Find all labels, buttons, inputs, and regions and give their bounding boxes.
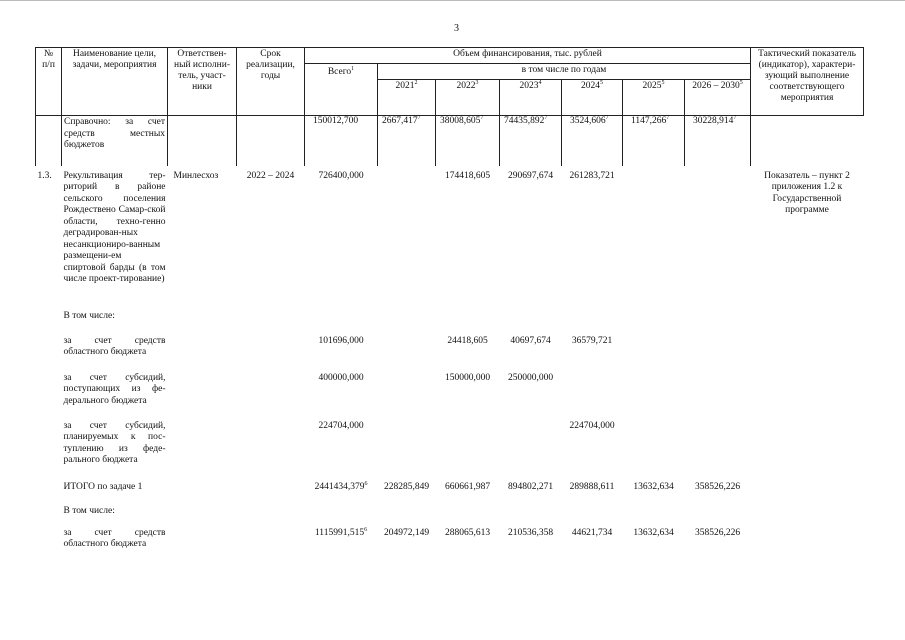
cell-2023: 210536,358 — [507, 527, 554, 538]
header-year-2023: 2023$^4$ — [500, 80, 562, 116]
header-number: № п/п — [36, 48, 62, 116]
header-year-2026-2030: 2026 – 2030$^5$ — [685, 80, 751, 116]
row-term: 2022 – 2024 — [246, 170, 295, 181]
cell-2021: 2667,417$^7$ — [378, 116, 436, 166]
table-row — [36, 311, 864, 336]
header-year-2024: 2024$^5$ — [562, 80, 623, 116]
cell-2022: 24418,605 — [447, 335, 488, 346]
cell-2023: 74435,892$^7$ — [500, 116, 562, 166]
cell-2024: 3524,606$^7$ — [562, 116, 623, 166]
table-row — [36, 116, 864, 166]
cell-total: 400000,000 — [318, 372, 364, 383]
row-number: 1.3. — [37, 170, 52, 181]
cell-2025: 13632,634 — [633, 527, 674, 538]
header-year-2021: 2021$^2$ — [378, 80, 436, 116]
financing-table — [35, 47, 864, 558]
cell-2023: 250000,000 — [507, 372, 554, 383]
cell-2023: 290697,674 — [507, 170, 554, 181]
cell-2024: 224704,000 — [569, 420, 615, 431]
cell-total: 726400,000 — [318, 170, 364, 181]
table-row — [36, 482, 864, 506]
cell-2024: 289888,611 — [569, 481, 615, 492]
header-year-2022: 2022$^3$ — [436, 80, 500, 116]
cell-2024: 36579,721 — [571, 335, 613, 346]
cell-total: 2441434,379$^6$ — [314, 480, 368, 492]
cell-2026-2030: 358526,226 — [694, 481, 741, 492]
cell-2025: 13632,634 — [633, 481, 674, 492]
row-name: Рекультивация тер-риторий в районе сельского поселения Рождествено Самар-ской области, техно-генно деградирован-ных несанкциониро-ванным размещени-ем спиртовой барды (в том числе проект-тирование) — [63, 170, 166, 284]
cell-2022: 174418,605 — [444, 170, 491, 181]
cell-total: 224704,000 — [318, 420, 364, 431]
table-row — [36, 373, 864, 421]
cell-2022: 38008,605$^7$ — [436, 116, 500, 166]
cell-total: 150012,700 — [305, 116, 378, 166]
top-edge-line — [0, 0, 905, 1]
row-name: ИТОГО по задаче 1 — [63, 481, 143, 492]
row-name: Справочно: за счет средств местных бюджетов — [62, 116, 168, 166]
row-indicator: Показатель – пункт 2 приложения 1.2 к Государственной программе — [764, 170, 850, 215]
cell-2022: 660661,987 — [444, 481, 491, 492]
cell-2022: 288065,613 — [444, 527, 491, 538]
cell-2023: 40697,674 — [510, 335, 551, 346]
row-name: за счет субсидий, поступающих из фе-дерального бюджета — [63, 372, 166, 406]
cell-2023: 894802,271 — [507, 481, 554, 492]
header-term: Срок реализации, годы — [237, 48, 305, 116]
header-financing: Объем финансирования, тыс. рублей — [305, 48, 751, 64]
table-row — [36, 336, 864, 373]
cell-2024: 261283,721 — [569, 170, 615, 181]
header-responsible: Ответствен- ный исполни- тель, участ- ники — [168, 48, 237, 116]
header-name: Наименование цели, задачи, мероприятия — [62, 48, 168, 116]
row-responsible: Минлесхоз — [173, 170, 219, 181]
row-name: за счет средств областного бюджета — [63, 527, 166, 549]
table-row — [36, 506, 864, 528]
table-row — [36, 166, 864, 311]
table-row — [36, 528, 864, 558]
cell-2024: 44621,734 — [571, 527, 613, 538]
cell-total: 1115991,515$^6$ — [314, 526, 368, 538]
cell-2025: 1147,266$^7$ — [623, 116, 685, 166]
row-name: В том числе: — [63, 310, 115, 321]
cell-2021: 228285,849 — [383, 481, 430, 492]
table-row — [36, 421, 864, 482]
row-name: В том числе: — [63, 505, 115, 516]
cell-2026-2030: 358526,226 — [694, 527, 741, 538]
page-number: 3 — [454, 23, 459, 34]
cell-2026-2030: 30228,914$^7$ — [685, 116, 751, 166]
cell-2021: 204972,149 — [383, 527, 430, 538]
header-indicator: Тактический показатель (индикатор), характери-зующий выполнение соответствующего мероприятия — [751, 48, 864, 116]
cell-2022: 150000,000 — [444, 372, 491, 383]
row-name: за счет средств областного бюджета — [63, 335, 166, 357]
cell-total: 101696,000 — [318, 335, 364, 346]
row-name: за счет субсидий, планируемых к пос-туплению из феде-рального бюджета — [63, 420, 166, 465]
header-total: Всего$^1$ — [305, 64, 378, 116]
header-year-2025: 2025$^5$ — [623, 80, 685, 116]
header-by-years: в том числе по годам — [378, 64, 751, 80]
